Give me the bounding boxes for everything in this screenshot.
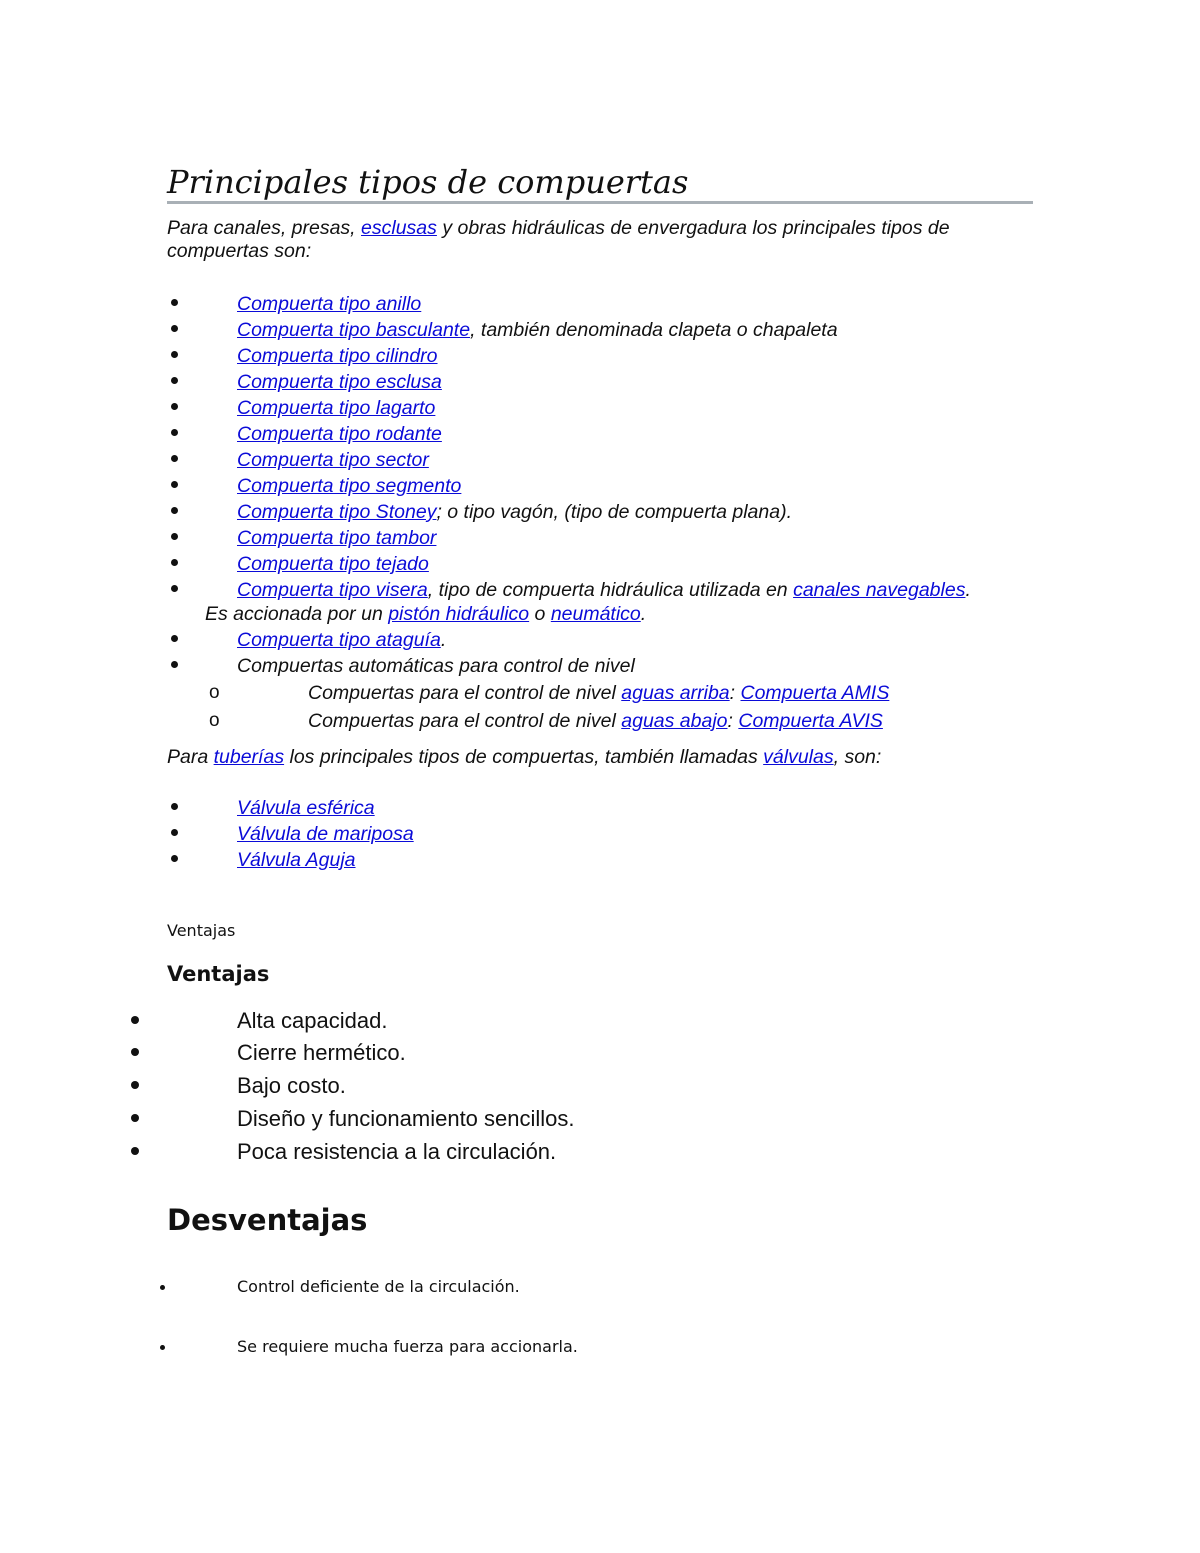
circle-bullet-icon: o <box>209 682 220 703</box>
link-canales-navegables[interactable]: canales navegables <box>793 579 966 601</box>
bullet-icon <box>171 661 178 668</box>
link-compuerta-avis[interactable]: Compuerta AVIS <box>738 710 883 732</box>
link-neumatico[interactable]: neumático <box>550 603 641 625</box>
bullet-icon <box>171 507 178 514</box>
title-underline <box>167 201 1033 204</box>
bullet-icon <box>131 1048 139 1056</box>
bullet-icon <box>171 325 178 332</box>
link-aguas-arriba[interactable]: aguas arriba <box>621 682 730 704</box>
list-item: Compuertas automáticas para control de nivel <box>0 653 1200 679</box>
list-item <box>0 369 1200 395</box>
disadvantage-item: Se requiere mucha fuerza para accionarla. <box>0 1335 1200 1359</box>
gate-link[interactable]: Compuerta tipo anillo <box>237 293 422 315</box>
bullet-icon <box>171 585 178 592</box>
bullet-icon <box>131 1081 139 1089</box>
bullet-icon <box>131 1016 139 1024</box>
valve-link[interactable]: Válvula de mariposa <box>237 823 414 845</box>
list-item <box>0 447 1200 473</box>
bullet-icon <box>131 1114 139 1122</box>
sub-list-item: o Compuertas para el control de nivel aguas abajo: Compuerta AVIS <box>209 710 883 732</box>
bullet-icon <box>171 403 178 410</box>
list-item <box>0 343 1200 369</box>
gate-link[interactable]: Compuerta tipo tejado <box>237 553 429 575</box>
sub-list-item: o Compuertas para el control de nivel aguas arriba: Compuerta AMIS <box>209 682 890 704</box>
gate-link-visera[interactable]: Compuerta tipo visera <box>237 579 428 601</box>
gate-link-ataguia[interactable]: Compuerta tipo ataguía <box>237 629 441 651</box>
link-compuerta-amis[interactable]: Compuerta AMIS <box>740 682 890 704</box>
intro-paragraph <box>167 217 1017 263</box>
gate-link[interactable]: Compuerta tipo esclusa <box>237 371 442 393</box>
gate-link[interactable]: Compuerta tipo tambor <box>237 527 437 549</box>
list-item: Compuerta tipo ataguía. <box>0 627 1200 653</box>
list-item <box>0 421 1200 447</box>
bullet-icon <box>171 855 178 862</box>
advantage-item: Diseño y funcionamiento sencillos. <box>0 1104 1200 1134</box>
bullet-icon <box>171 481 178 488</box>
circle-bullet-icon: o <box>209 710 220 731</box>
link-piston-hidraulico[interactable]: pistón hidráulico <box>388 603 530 625</box>
list-item <box>0 821 1200 847</box>
bullet-icon <box>171 377 178 384</box>
desventajas-heading: Desventajas <box>167 1203 368 1237</box>
list-item: Compuerta tipo basculante, también denominada clapeta o chapaleta <box>0 317 1200 343</box>
disadvantage-item: Control deficiente de la circulación. <box>0 1275 1200 1299</box>
list-item: Compuerta tipo Stoney; o tipo vagón, (tipo de compuerta plana). <box>0 499 1200 525</box>
link-esclusas[interactable]: esclusas <box>361 217 437 239</box>
gate-link[interactable]: Compuerta tipo lagarto <box>237 397 436 419</box>
gate-link[interactable]: Compuerta tipo Stoney <box>237 501 437 523</box>
intro-text-3: compuertas son: <box>167 240 312 262</box>
intro-text-2: y obras hidráulicas de envergadura los principales tipos de <box>436 217 950 239</box>
list-item-continuation: Es accionada por un pistón hidráulico o neumático. <box>205 603 647 625</box>
list-item <box>0 847 1200 873</box>
link-valvulas[interactable]: válvulas <box>763 746 834 768</box>
gate-link[interactable]: Compuerta tipo sector <box>237 449 429 471</box>
bullet-icon <box>171 533 178 540</box>
list-item: Compuerta tipo visera, tipo de compuerta hidráulica utilizada en canales navegables. <box>0 577 1200 603</box>
gate-link[interactable]: Compuerta tipo cilindro <box>237 345 438 367</box>
bullet-icon <box>171 455 178 462</box>
intro-text-1: Para canales, presas, <box>167 217 362 239</box>
bullet-icon <box>171 635 178 642</box>
bullet-icon <box>171 299 178 306</box>
page-title: Principales tipos de compuertas <box>167 163 689 201</box>
ventajas-heading: Ventajas <box>167 962 270 986</box>
bullet-icon <box>171 829 178 836</box>
valve-link[interactable]: Válvula esférica <box>237 797 375 819</box>
list-item <box>0 551 1200 577</box>
list-item <box>0 795 1200 821</box>
list-item <box>0 395 1200 421</box>
ventajas-small-heading: Ventajas <box>167 921 236 940</box>
advantage-item: Alta capacidad. <box>0 1006 1200 1036</box>
advantage-item: Poca resistencia a la circulación. <box>0 1137 1200 1167</box>
bullet-icon <box>171 803 178 810</box>
gate-link[interactable]: Compuerta tipo segmento <box>237 475 462 497</box>
bullet-icon <box>131 1147 139 1155</box>
list-item <box>0 473 1200 499</box>
gate-link[interactable]: Compuerta tipo basculante <box>237 319 471 341</box>
list-item <box>0 525 1200 551</box>
advantage-item: Bajo costo. <box>0 1071 1200 1101</box>
bullet-icon <box>160 1345 165 1350</box>
valve-link[interactable]: Válvula Aguja <box>237 849 356 871</box>
link-tuberias[interactable]: tuberías <box>213 746 285 768</box>
advantage-item: Cierre hermético. <box>0 1038 1200 1068</box>
link-aguas-abajo[interactable]: aguas abajo <box>621 710 728 732</box>
bullet-icon <box>171 559 178 566</box>
list-item <box>0 291 1200 317</box>
bullet-icon <box>171 429 178 436</box>
bullet-icon <box>160 1285 165 1290</box>
bullet-icon <box>171 351 178 358</box>
pipes-paragraph: Para tuberías los principales tipos de compuertas, también llamadas válvulas, son: <box>167 746 882 768</box>
gate-link[interactable]: Compuerta tipo rodante <box>237 423 442 445</box>
